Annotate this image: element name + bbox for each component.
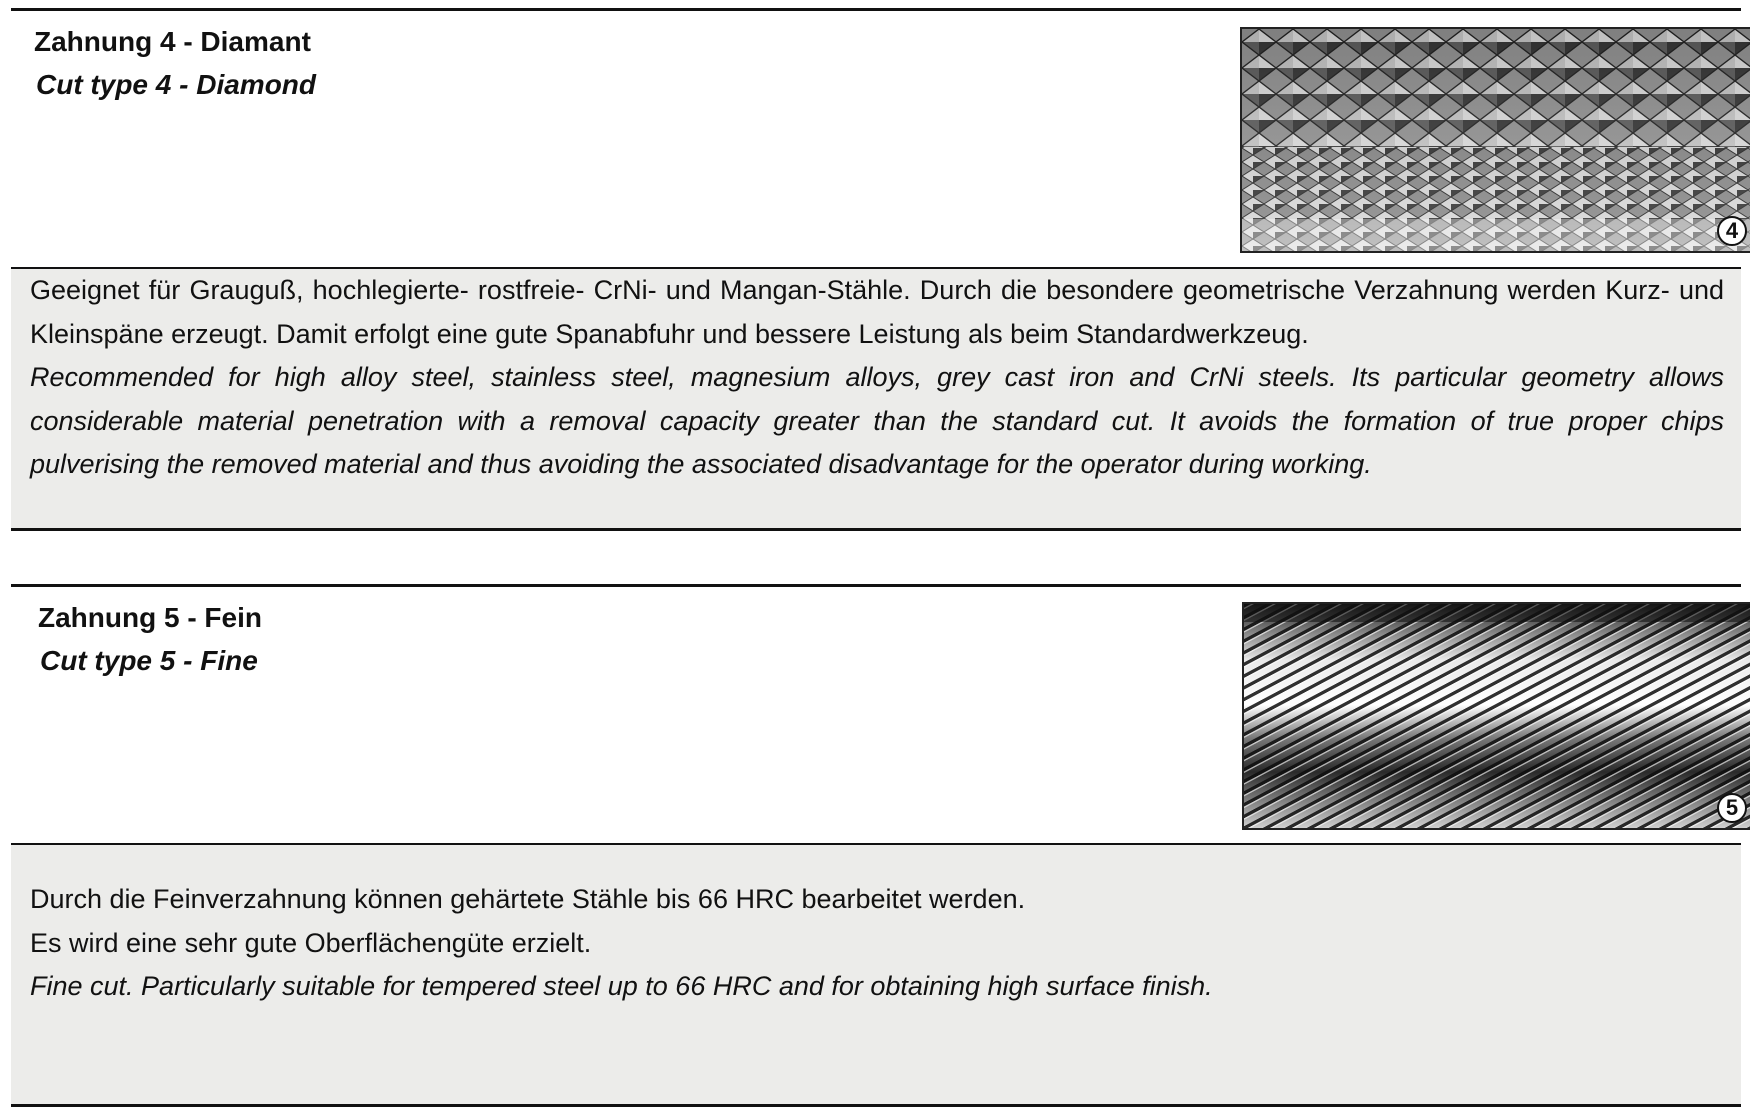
diamond-knurl-pattern-icon — [1242, 29, 1750, 251]
diamond-cut-photo — [1240, 27, 1750, 253]
section-bottom-rule — [11, 1104, 1741, 1107]
description-de: Geeignet für Grauguß, hochlegierte- rostfreie- CrNi- und Mangan-Stähle. Durch die besondere geometrische Verzahnung werden Kurz- und Kleinspäne erzeugt. Damit erfolgt eine gute Spanabfuhr und bessere Leistung als beim Standardwerkzeug. — [30, 275, 1724, 349]
section-header — [11, 587, 1741, 845]
cut-number-badge: 5 — [1717, 793, 1747, 823]
section-title-en: Cut type 4 - Diamond — [36, 69, 317, 100]
section-header — [11, 11, 1741, 267]
description-de-line-1: Durch die Feinverzahnung können gehärtete Stähle bis 66 HRC bearbeitet werden. — [30, 884, 1026, 914]
description-text — [30, 878, 1724, 1009]
section-description — [11, 845, 1741, 1104]
fine-flute-pattern-icon — [1244, 604, 1750, 828]
cut-number-badge: 4 — [1717, 216, 1747, 246]
cut-type-5-section — [11, 584, 1741, 1108]
description-en: Fine cut. Particularly suitable for tempered steel up to 66 HRC and for obtaining high surface finish. — [30, 971, 1213, 1001]
section-title-de: Zahnung 4 - Diamant — [34, 26, 311, 57]
section-title-en: Cut type 5 - Fine — [40, 645, 258, 676]
section-description — [11, 269, 1741, 528]
description-de-line-2: Es wird eine sehr gute Oberflächengüte erzielt. — [30, 927, 592, 958]
section-bottom-rule — [11, 528, 1741, 531]
fine-cut-photo — [1242, 602, 1750, 830]
section-title-de: Zahnung 5 - Fein — [38, 602, 262, 633]
cut-type-4-section — [11, 8, 1741, 531]
description-text — [30, 269, 1724, 487]
description-en: Recommended for high alloy steel, stainless steel, magnesium alloys, grey cast iron and CrNi steels. Its particular geometry allows considerable material penetration with a removal capacity greater than the standard cut. It avoids the formation of true proper chips pulverising the removed material and thus avoiding the associated disadvantage for the operator during working. — [30, 362, 1724, 479]
